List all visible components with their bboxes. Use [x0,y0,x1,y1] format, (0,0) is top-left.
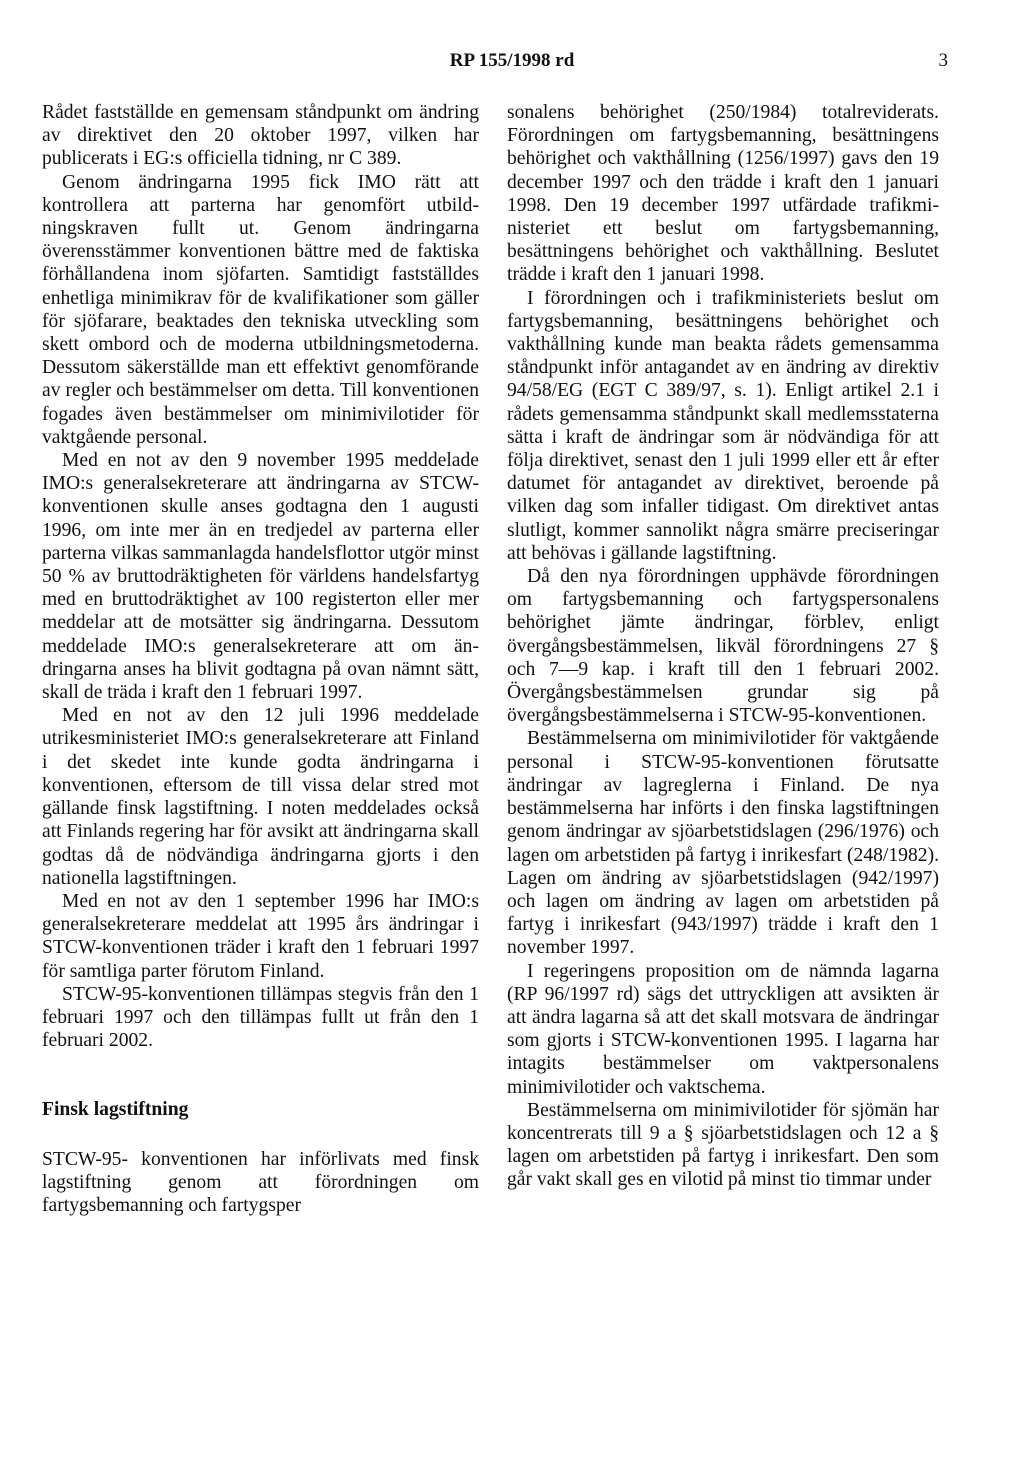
page-number: 3 [938,50,948,71]
paragraph: Med en not av den 1 september 1996 har IMO:s generalsekreterare meddelat att 1995 års ändringar i STCW-konventionen träder i kraft den 1 februari 1997 för samtliga parter förutom Finland. [42,890,479,982]
paragraph: Bestämmelserna om minimivilotider för vaktgående personal i STCW-95-konventionen förutsatte ändringar av lagreglerna i Finland. De nya bestämmelserna har införts i den finska lagstiftningen genom ändringar av sjöarbetstidslagen (296/1976) och lagen om arbetstiden på fartyg i inrikesfart (248/1982). Lagen om ändring av sjöarbetstidslagen (942/1997) och lagen om ändring av lagen om arbetstiden på fartyg i inrikesfart (943/1997) trädde i kraft den 1 november 1997. [507,728,939,959]
paragraph: Då den nya förordningen upphävde förordningen om fartygsbemanning och fartygspersonalens behörighet jämte ändringar, förblev, enligt övergångsbestämmelsen, likväl förordningens 27 § och 7—9 kap. i kraft till den 1 februari 2002. Övergångsbestämmelsen grundar sig på övergångsbestämmelserna i STCW-95-konventionen. [507,566,939,727]
paragraph: Bestämmelserna om minimivilotider för sjömän har koncentrerats till 9 a § sjöarbetstidslagen och 12 a § lagen om arbetstiden på fartyg i inrikesfart. Den som går vakt skall ges en vilotid på minst tio timmar under [507,1099,939,1191]
document-reference: RP 155/1998 rd [449,50,575,71]
paragraph: Genom ändringarna 1995 fick IMO rätt att kontrollera att parterna har genomfört utbildningskraven fullt ut. Genom ändringarna överensstämmer konventionen bättre med de faktiska förhållandena inom sjöfarten. Samtidigt fastställdes enhetliga minimikrav för de kvalifikationer som gäller för sjöfarare, beaktades den tekniska utveckling som skett ombord och de moderna utbildningsmetoderna. Dessutom säkerställde man ett effektivt genomförande av regler och bestämmelser om detta. Till konventionen fogades även bestämmelser om minimivilotider för vaktgående personal. [42,171,479,448]
section-gap [42,1052,479,1098]
paragraph: STCW-95- konventionen har införlivats med finsk lagstiftning genom att förordningen om fartygsbemanning och fartygsper [42,1148,479,1216]
paragraph: Rådet fastställde en gemensam ståndpunkt om ändring av direktivet den 20 oktober 1997, vilken har publicerats i EG:s officiella tidning, nr C 389. [42,102,479,170]
section-gap [42,1122,479,1148]
paragraph: I förordningen och i trafikministeriets beslut om fartygsbemanning, besättningens behörighet och vakthållning kunde man beakta rådets gemensamma ståndpunkt inför antagandet av en ändring av direktiv 94/58/EG (EGT C 389/97, s. 1). Enligt artikel 2.1 i rådets gemensamma ståndpunkt skall medlemsstaterna sätta i kraft de ändringar som är nödvändiga för att följa direktivet, senast den 1 juli 1999 eller ett år efter datumet för antagandet av direktivet, beroende på vilken dag som infaller tidigast. Om direktivet antas slutligt, kommer sannolikt några smärre preciseringar att behövas i gällande lagstiftning. [507,287,939,564]
paragraph: sonalens behörighet (250/1984) totalreviderats. Förordningen om fartygsbemanning, besättningens behörighet och vakthållning (1256/1997) gavs den 19 december 1997 och den trädde i kraft den 1 januari 1998. Den 19 december 1997 utfärdade trafikministeriet ett beslut om fartygsbemanning, besättningens behörighet och vakthållning. Beslutet trädde i kraft den 1 januari 1998. [507,102,939,286]
paragraph: Med en not av den 9 november 1995 meddelade IMO:s generalsekreterare att ändringarna av STCW-konventionen skulle anses godtagna den 1 augusti 1996, om inte mer än en tredjedel av parterna eller parterna vilkas sammanlagda handelsflottor utgör minst 50 % av bruttodräktigheten för världens handelsfartyg med en bruttodräktighet av 100 registerton eller mer meddelar att de motsätter sig ändringarna. Dessutom meddelade IMO:s generalsekreterare att om ändringarna anses ha blivit godtagna på ovan nämnt sätt, skall de träda i kraft den 1 februari 1997. [42,450,479,704]
left-column [42,101,479,1217]
paragraph: STCW-95-konventionen tillämpas stegvis från den 1 februari 1997 och den tillämpas fullt ut från den 1 februari 2002. [42,983,479,1052]
paragraph: Med en not av den 12 juli 1996 meddelade utrikesministeriet IMO:s generalsekreterare att Finland i det skedet inte kunde godta ändringarna i konventionen, eftersom de till vissa delar stred mot gällande finsk lagstiftning. I noten meddelades också att Finlands regering har för avsikt att ändringarna skall godtas då de nödvändiga ändringarna gjorts i den nationella lagstiftningen. [42,705,479,889]
section-heading: Finsk lagstiftning [42,1099,189,1121]
running-header [0,50,1024,74]
paragraph: I regeringens proposition om de nämnda lagarna (RP 96/1997 rd) sägs det uttryckligen att avsikten är att ändra lagarna så att det skall motsvara de ändringar som gjorts i STCW-konventionen 1995. I lagarna har intagits bestämmelser om vaktpersonalens minimivilotider och vaktschema. [507,960,939,1098]
right-column [507,101,939,1192]
